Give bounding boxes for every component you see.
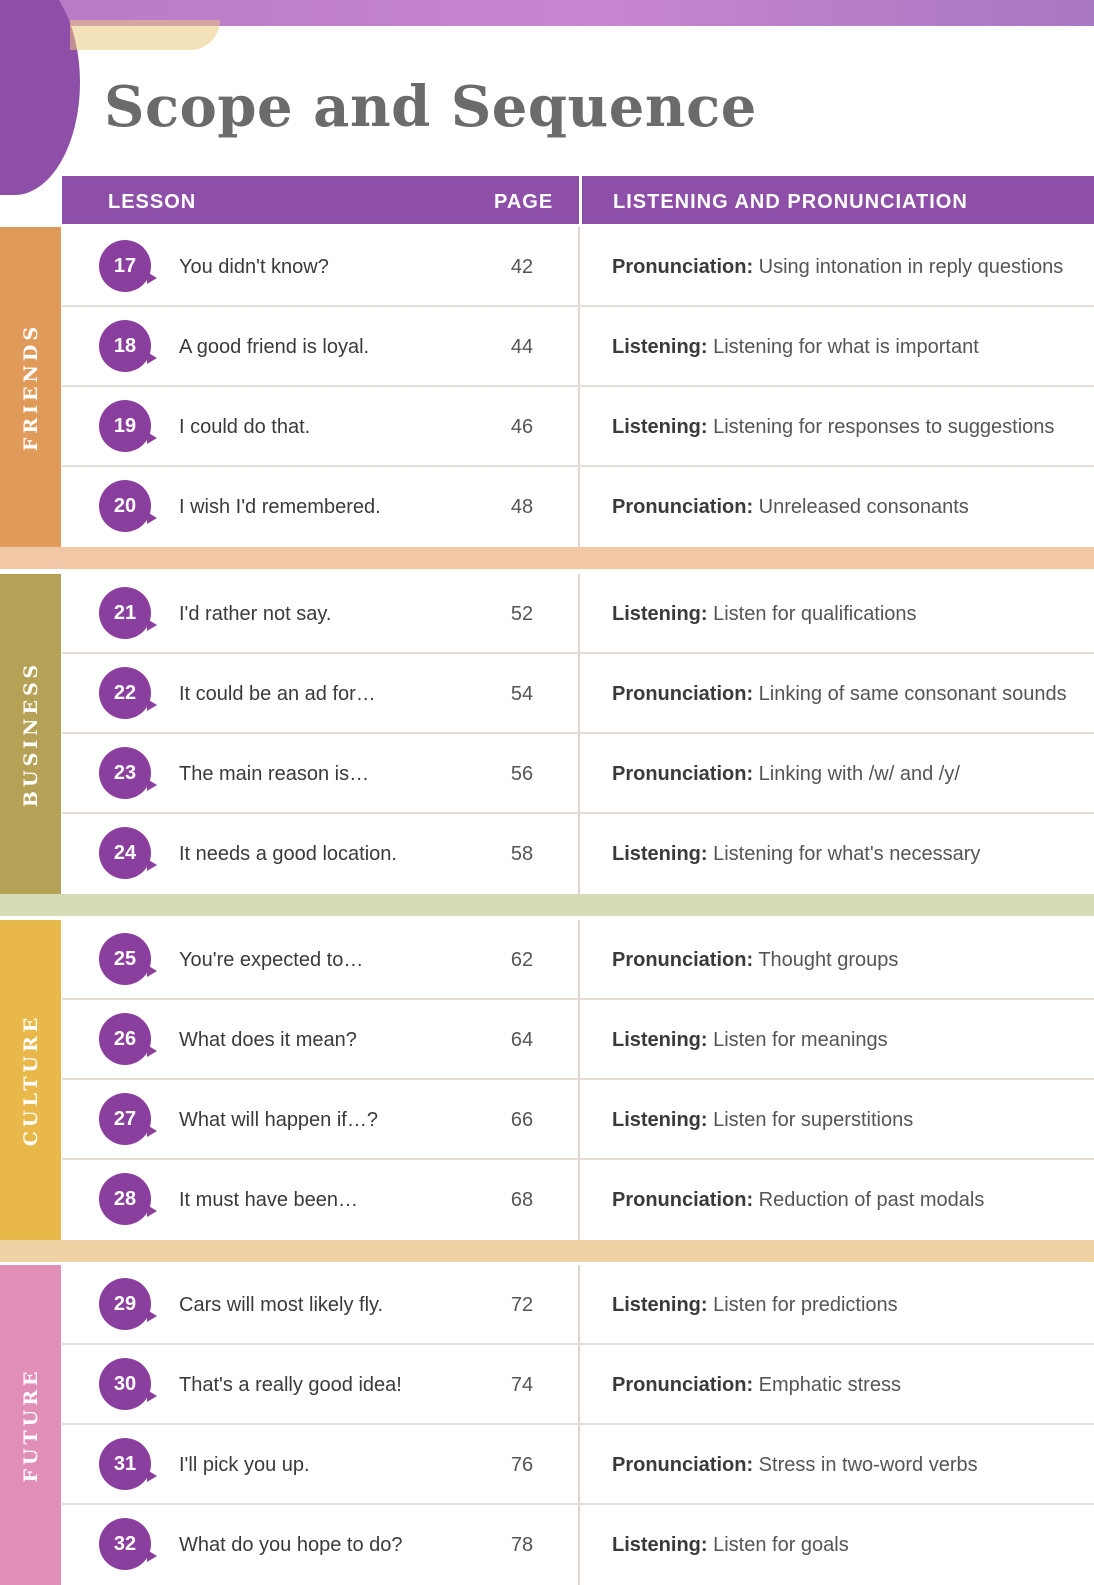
- unit-tab-business: [0, 574, 61, 894]
- lesson-page: 74: [510, 1374, 534, 1396]
- lesson-title: What will happen if…?: [179, 1109, 378, 1131]
- column-divider: [578, 467, 580, 547]
- table-row: [62, 1505, 1094, 1585]
- skill-type: Listening:: [612, 843, 708, 865]
- header-page: PAGE: [494, 191, 554, 213]
- skill-detail: Listening for what is important: [713, 336, 979, 358]
- column-divider: [578, 1425, 580, 1505]
- table-row: [62, 654, 1094, 734]
- column-divider: [578, 814, 580, 894]
- section-separator-band: [0, 1240, 1094, 1262]
- lesson-skill: [612, 1160, 984, 1240]
- column-divider: [578, 307, 580, 387]
- unit-label: BUSINESS: [19, 660, 42, 808]
- lesson-number-badge: 32: [99, 1518, 151, 1570]
- lesson-page: 76: [510, 1454, 534, 1476]
- column-divider: [578, 1345, 580, 1425]
- table-row: [62, 734, 1094, 814]
- column-divider: [578, 1080, 580, 1160]
- skill-type: Pronunciation:: [612, 1189, 754, 1211]
- table-row: [62, 1000, 1094, 1080]
- skill-detail: Linking of same consonant sounds: [758, 683, 1067, 705]
- unit-tab-friends: [0, 227, 61, 547]
- lesson-number-badge: 24: [99, 827, 151, 879]
- lesson-skill: [612, 387, 1054, 467]
- skill-type: Pronunciation:: [612, 763, 754, 785]
- lesson-title: I'll pick you up.: [179, 1454, 310, 1476]
- lesson-skill: [612, 814, 980, 894]
- skill-type: Pronunciation:: [612, 1454, 754, 1476]
- lesson-title: I'd rather not say.: [179, 603, 332, 625]
- lesson-skill: [612, 920, 898, 1000]
- skill-detail: Listening for responses to suggestions: [713, 416, 1055, 438]
- lesson-title: It must have been…: [179, 1189, 358, 1211]
- lesson-page: 72: [510, 1294, 534, 1316]
- lesson-title: That's a really good idea!: [179, 1374, 402, 1396]
- skill-type: Pronunciation:: [612, 496, 754, 518]
- table-row: [62, 467, 1094, 547]
- lesson-page: 42: [510, 256, 534, 278]
- lesson-skill: [612, 307, 979, 387]
- skill-detail: Reduction of past modals: [758, 1189, 985, 1211]
- skill-type: Listening:: [612, 1029, 708, 1051]
- lesson-page: 78: [510, 1534, 534, 1556]
- table-row: [62, 814, 1094, 894]
- column-divider: [578, 734, 580, 814]
- lesson-number-badge: 23: [99, 747, 151, 799]
- lesson-page: 48: [510, 496, 534, 518]
- skill-type: Listening:: [612, 1534, 708, 1556]
- column-divider: [578, 574, 580, 654]
- table-row: [62, 574, 1094, 654]
- lesson-number-badge: 25: [99, 933, 151, 985]
- skill-detail: Emphatic stress: [758, 1374, 901, 1396]
- lesson-title: You're expected to…: [179, 949, 364, 971]
- lesson-skill: [612, 467, 969, 547]
- skill-detail: Listening for what's necessary: [713, 843, 981, 865]
- column-divider: [578, 1505, 580, 1585]
- lesson-page: 64: [510, 1029, 534, 1051]
- lesson-number-badge: 30: [99, 1358, 151, 1410]
- skill-detail: Using intonation in reply questions: [758, 256, 1064, 278]
- section-separator-band: [0, 894, 1094, 916]
- skill-type: Listening:: [612, 416, 708, 438]
- table-row: [62, 1160, 1094, 1240]
- skill-detail: Listen for meanings: [713, 1029, 888, 1051]
- lesson-number-badge: 18: [99, 320, 151, 372]
- lesson-skill: [612, 1080, 913, 1160]
- lesson-page: 68: [510, 1189, 534, 1211]
- lesson-skill: [612, 227, 1063, 307]
- lesson-page: 44: [510, 336, 534, 358]
- lesson-page: 62: [510, 949, 534, 971]
- lesson-skill: [612, 1265, 898, 1345]
- skill-detail: Listen for qualifications: [713, 603, 917, 625]
- lesson-page: 58: [510, 843, 534, 865]
- column-divider: [578, 387, 580, 467]
- lesson-title: Cars will most likely fly.: [179, 1294, 384, 1316]
- skill-type: Listening:: [612, 1109, 708, 1131]
- lesson-title: I could do that.: [179, 416, 311, 438]
- lesson-skill: [612, 1000, 888, 1080]
- corner-decoration-accent: [70, 20, 220, 50]
- lesson-skill: [612, 574, 917, 654]
- lesson-title: It needs a good location.: [179, 843, 397, 865]
- table-row: [62, 227, 1094, 307]
- header-lesson: LESSON: [108, 191, 197, 213]
- unit-label: CULTURE: [19, 1013, 42, 1147]
- column-divider: [578, 227, 580, 307]
- lesson-number-badge: 31: [99, 1438, 151, 1490]
- lesson-page: 52: [510, 603, 534, 625]
- skill-detail: Linking with /w/ and /y/: [758, 763, 960, 785]
- lesson-skill: [612, 1505, 849, 1585]
- header-skills: LISTENING AND PRONUNCIATION: [613, 191, 968, 213]
- unit-tab-future: [0, 1265, 61, 1585]
- table-row: [62, 387, 1094, 467]
- column-divider: [578, 1160, 580, 1240]
- skill-type: Pronunciation:: [612, 256, 754, 278]
- unit-label: FUTURE: [19, 1367, 42, 1483]
- lesson-skill: [612, 654, 1067, 734]
- table-row: [62, 1345, 1094, 1425]
- lesson-number-badge: 20: [99, 480, 151, 532]
- lesson-page: 54: [510, 683, 534, 705]
- skill-detail: Listen for predictions: [713, 1294, 898, 1316]
- column-divider: [578, 654, 580, 734]
- table-row: [62, 1425, 1094, 1505]
- lesson-page: 46: [510, 416, 534, 438]
- column-divider: [578, 1000, 580, 1080]
- lesson-number-badge: 17: [99, 240, 151, 292]
- skill-type: Listening:: [612, 1294, 708, 1316]
- lesson-title: It could be an ad for…: [179, 683, 376, 705]
- lesson-number-badge: 21: [99, 587, 151, 639]
- lesson-title: What does it mean?: [179, 1029, 357, 1051]
- skill-type: Listening:: [612, 603, 708, 625]
- lesson-title: The main reason is…: [179, 763, 370, 785]
- lesson-number-badge: 28: [99, 1173, 151, 1225]
- skill-type: Listening:: [612, 336, 708, 358]
- skill-detail: Stress in two-word verbs: [758, 1454, 978, 1476]
- table-row: [62, 1080, 1094, 1160]
- skill-detail: Unreleased consonants: [758, 496, 969, 518]
- section-separator-band: [0, 547, 1094, 569]
- lesson-title: A good friend is loyal.: [179, 336, 370, 358]
- lesson-title: What do you hope to do?: [179, 1534, 403, 1556]
- lesson-skill: [612, 1345, 901, 1425]
- lesson-number-badge: 27: [99, 1093, 151, 1145]
- skill-detail: Thought groups: [758, 949, 899, 971]
- column-divider: [578, 1265, 580, 1345]
- unit-tab-culture: [0, 920, 61, 1240]
- table-row: [62, 1265, 1094, 1345]
- page-title: Scope and Sequence: [104, 74, 757, 140]
- skill-detail: Listen for goals: [713, 1534, 849, 1556]
- skill-detail: Listen for superstitions: [713, 1109, 914, 1131]
- lesson-title: You didn't know?: [179, 256, 329, 278]
- lesson-number-badge: 29: [99, 1278, 151, 1330]
- header-divider: [579, 176, 582, 224]
- lesson-title: I wish I'd remembered.: [179, 496, 381, 518]
- lesson-number-badge: 22: [99, 667, 151, 719]
- table-row: [62, 920, 1094, 1000]
- lesson-skill: [612, 734, 960, 814]
- lesson-page: 66: [510, 1109, 534, 1131]
- column-divider: [578, 920, 580, 1000]
- unit-label: FRIENDS: [19, 322, 42, 452]
- lesson-number-badge: 26: [99, 1013, 151, 1065]
- lesson-page: 56: [510, 763, 534, 785]
- table-row: [62, 307, 1094, 387]
- lesson-number-badge: 19: [99, 400, 151, 452]
- table-header: [62, 176, 1094, 224]
- lesson-skill: [612, 1425, 978, 1505]
- skill-type: Pronunciation:: [612, 949, 754, 971]
- corner-decoration: [0, 0, 80, 195]
- skill-type: Pronunciation:: [612, 683, 754, 705]
- skill-type: Pronunciation:: [612, 1374, 754, 1396]
